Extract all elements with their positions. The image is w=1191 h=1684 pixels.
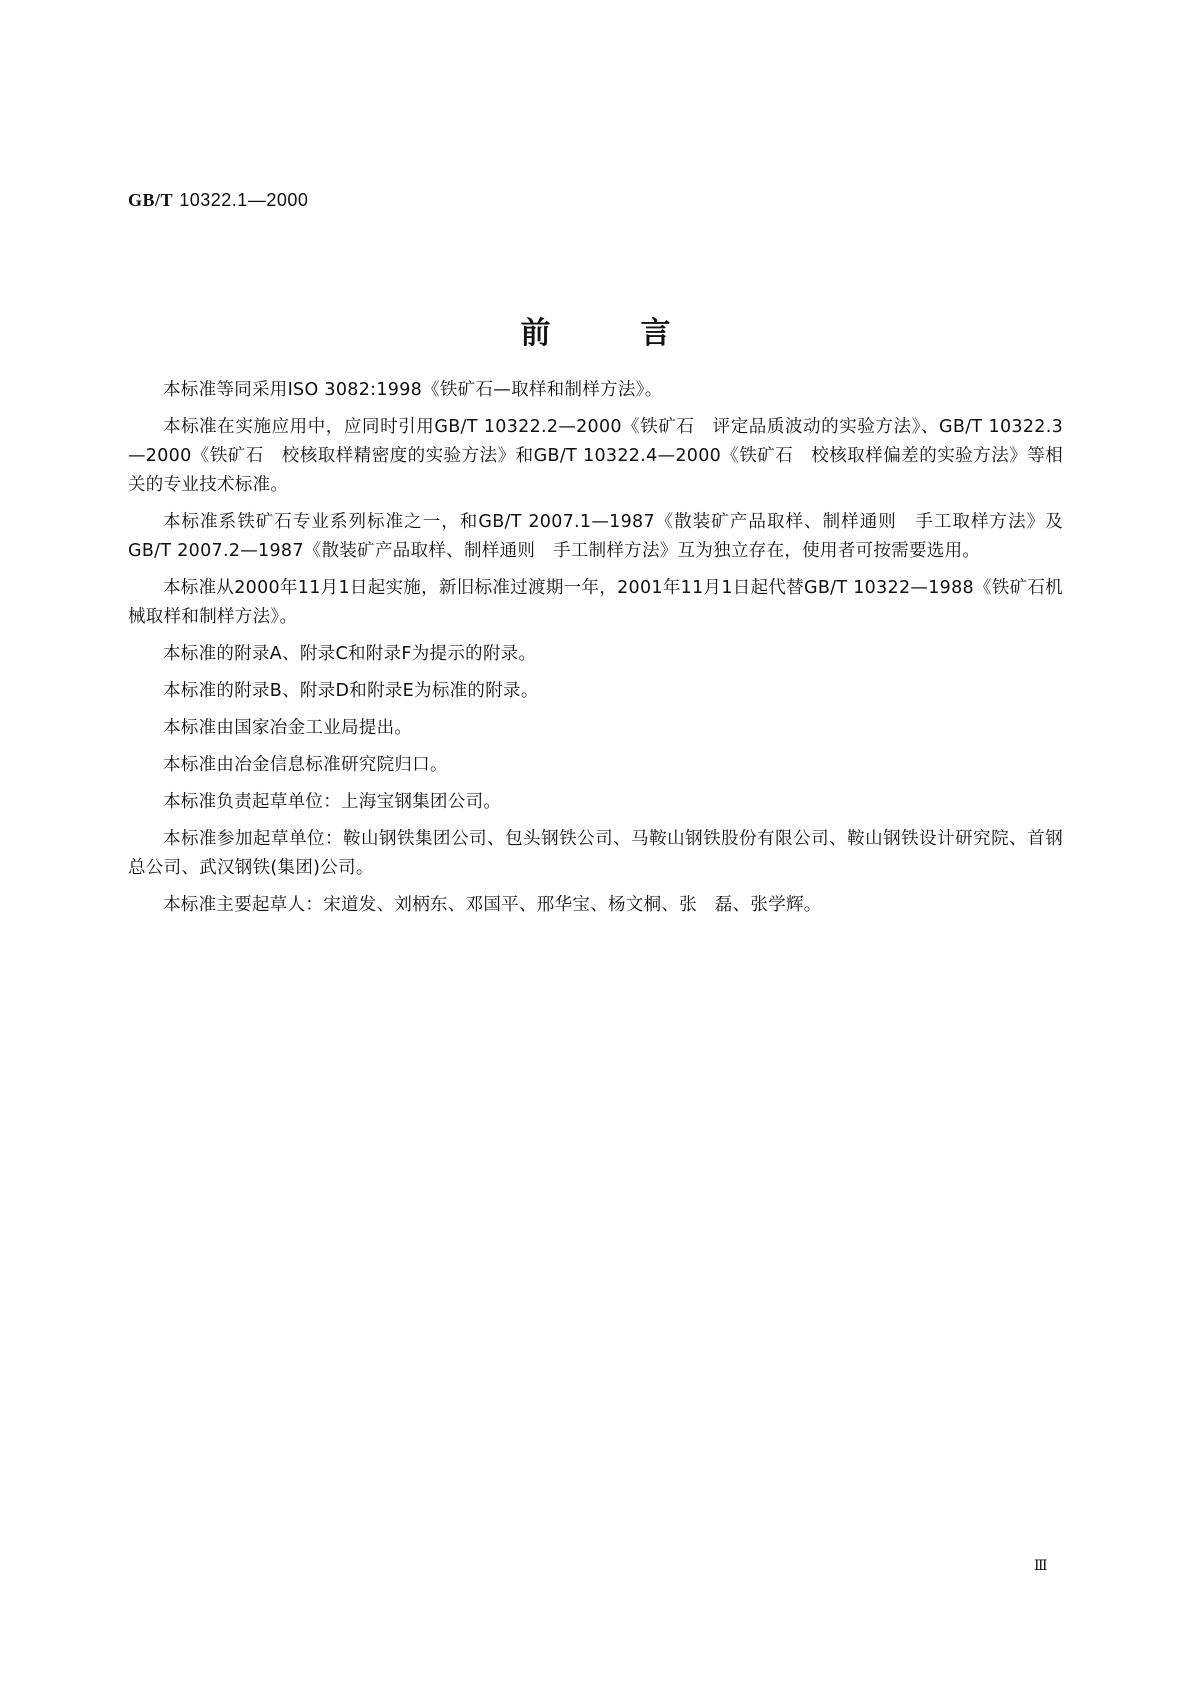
paragraph-adoption: 本标准等同采用ISO 3082:1998《铁矿石—取样和制样方法》。 [163, 380, 663, 400]
paragraph-effective-date: 本标准从2000年11月1日起实施，新旧标准过渡期一年，2001年11月1日起代替GB/T 10322—1988《铁矿石机械取样和制样方法》。 [128, 578, 1063, 627]
paragraph-drafting-unit: 本标准负责起草单位：上海宝钢集团公司。 [163, 792, 502, 812]
paragraph-participating-units: 本标准参加起草单位：鞍山钢铁集团公司、包头钢铁公司、马鞍山钢铁股份有限公司、鞍山钢铁设计研究院、首钢总公司、武汉钢铁(集团)公司。 [128, 829, 1063, 878]
paragraph-centralized-unit: 本标准由冶金信息标准研究院归口。 [163, 755, 448, 775]
standard-code-number: 10322.1—2000 [179, 190, 309, 210]
foreword-body [128, 376, 1063, 920]
paragraph-proposer: 本标准由国家冶金工业局提出。 [163, 718, 413, 738]
standard-code-prefix: GB/T [128, 190, 174, 210]
paragraph-drafters: 本标准主要起草人：宋道发、刘柄东、邓国平、邢华宝、杨文桐、张 磊、张学辉。 [163, 895, 822, 915]
page-title: 前言 [520, 316, 761, 351]
paragraph-normative-annexes: 本标准的附录B、附录D和附录E为标准的附录。 [163, 681, 539, 701]
paragraph-references: 本标准在实施应用中，应同时引用GB/T 10322.2—2000《铁矿石 评定品质波动的实验方法》、GB/T 10322.3—2000《铁矿石 校核取样精密度的实验方法》和GB/T 10322.4—2000《铁矿石 校核取样偏差的实验方法》等相关的专业技术标准。 [128, 417, 1063, 495]
paragraph-series: 本标准系铁矿石专业系列标准之一，和GB/T 2007.1—1987《散装矿产品取样、制样通则 手工取样方法》及GB/T 2007.2—1987《散装矿产品取样、制样通则 手工制样方法》互为独立存在，使用者可按需要选用。 [128, 512, 1063, 561]
paragraph-informative-annexes: 本标准的附录A、附录C和附录F为提示的附录。 [163, 644, 537, 664]
page-number: Ⅲ [1034, 1558, 1048, 1574]
standard-code [128, 190, 308, 211]
